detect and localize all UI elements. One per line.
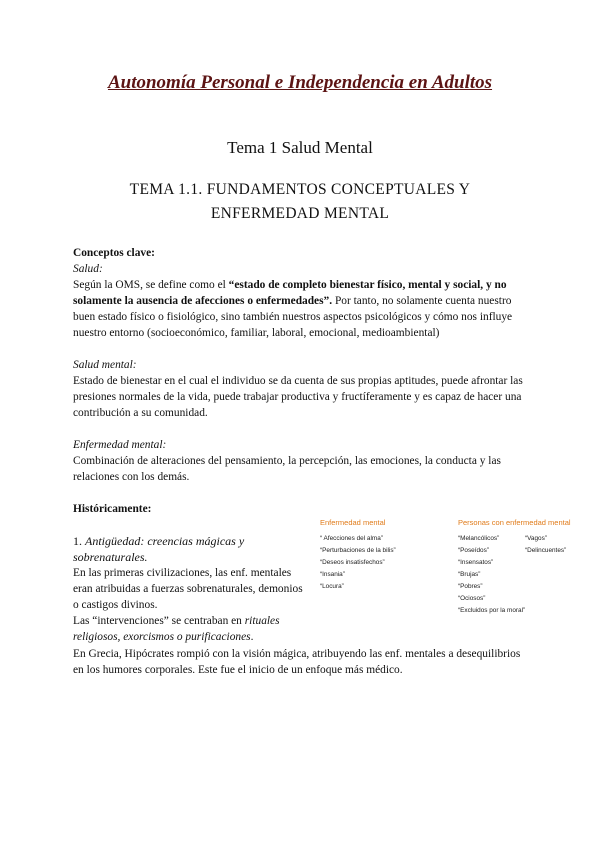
table-item: “Insania” xyxy=(320,571,345,578)
table-item: “Excluidos por la moral” xyxy=(458,607,526,614)
subtema-line-2: ENFERMEDAD MENTAL xyxy=(210,205,390,222)
antiguedad-p2 xyxy=(73,613,303,645)
tema-title: Tema 1 Salud Mental xyxy=(227,138,373,157)
grecia-paragraph: En Grecia, Hipócrates rompió con la visión mágica, atribuyendo las enf. mentales a desequilibrios en los humores corporales. Este fue el inicio de un enfoque más médico. xyxy=(73,648,521,676)
table-col1-list xyxy=(320,533,450,593)
historicamente-item xyxy=(73,533,303,645)
table-item: “Pobres” xyxy=(458,583,483,590)
p2-italic: rituales religiosos, exorcismos o purificaciones xyxy=(73,615,280,643)
salud-intro: Según la OMS, se define como el xyxy=(73,279,229,291)
table-item: “Perturbaciones de la bilis” xyxy=(320,547,396,554)
table-item: “ Afecciones del alma” xyxy=(320,535,383,542)
subtema-title xyxy=(0,178,600,226)
item-title: Antigüedad: creencias mágicas y sobrenaturales. xyxy=(73,534,245,564)
table-item: “Locura” xyxy=(320,583,344,590)
historicamente-heading: Históricamente: xyxy=(73,503,152,515)
table-item: “Deseos insatisfechos” xyxy=(320,559,385,566)
enfermedad-mental-definition: Combinación de alteraciones del pensamiento, la percepción, las emociones, la conducta y las relaciones con los demás. xyxy=(73,455,501,483)
enfermedad-mental-term: Enfermedad mental: xyxy=(73,439,167,451)
table-col3-list xyxy=(525,533,595,557)
salud-mental-definition: Estado de bienestar en el cual el individuo se da cuenta de sus propias aptitudes, puede afrontar las presiones normales de la vida, puede trabajar productiva y fructíferamente y es capaz de hacer una contribución a su comunidad. xyxy=(73,375,523,419)
document-title: Autonomía Personal e Independencia en Adultos xyxy=(107,72,493,93)
p2-end: . xyxy=(250,631,254,643)
antiguedad-title xyxy=(73,533,303,565)
antiguedad-p1: En las primeras civilizaciones, las enf. mentales eran atribuidas a fuerzas sobrenaturales, demonios o castigos divinos. xyxy=(73,567,303,611)
table-col2-header: Personas con enfermedad mental xyxy=(458,518,571,527)
p2-start: Las “intervenciones” se centraban en xyxy=(73,615,245,627)
table-item: “Poseídos” xyxy=(458,547,489,554)
subtema-line-1: TEMA 1.1. FUNDAMENTOS CONCEPTUALES Y xyxy=(129,181,471,198)
salud-term: Salud: xyxy=(73,263,103,275)
table-item: “Melancólicos” xyxy=(458,535,500,542)
salud-mental-term: Salud mental: xyxy=(73,359,137,371)
conceptos-section xyxy=(73,245,533,517)
table-item: “Insensatos” xyxy=(458,559,494,566)
salud-rest: Por tanto, no solamente cuenta nuestro buen estado físico o fisiológico, sino también nuestros aspectos psicológicos y cómo nos influye nuestro entorno (socioeconómico, familiar, laboral, emocional, medioambiental) xyxy=(73,295,513,339)
item-number: 1. xyxy=(73,534,85,548)
conceptos-heading: Conceptos clave: xyxy=(73,247,155,259)
table-item: “Delincuentes” xyxy=(525,547,567,554)
table-item: “Brujas” xyxy=(458,571,481,578)
table-col1-header: Enfermedad mental xyxy=(320,518,386,527)
table-item: “Vagos” xyxy=(525,535,547,542)
table-item: “Ociosos” xyxy=(458,595,486,602)
table-col-extra xyxy=(525,518,595,557)
salud-oms-quote: “estado de completo bienestar físico, mental y social, y no solamente la ausencia de afecciones o enfermedades”. xyxy=(73,279,507,307)
table-col-enfermedad xyxy=(320,518,450,593)
salud-definition xyxy=(73,277,533,341)
